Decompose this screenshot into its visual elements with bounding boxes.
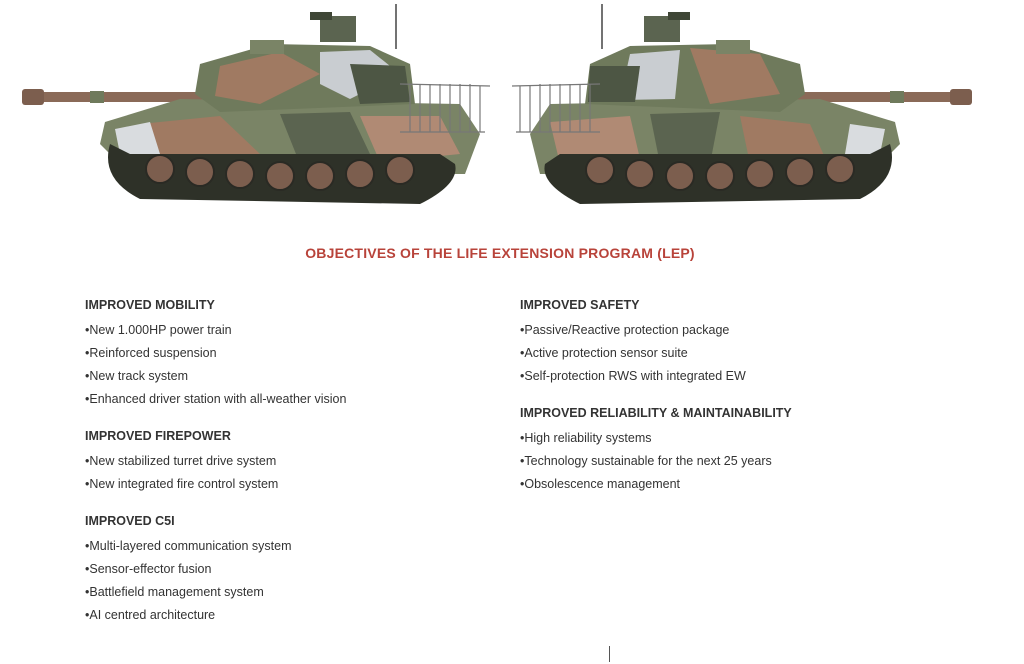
section-heading: IMPROVED RELIABILITY & MAINTAINABILITY (520, 406, 792, 420)
list-item: •Reinforced suspension (85, 346, 217, 360)
list-item: •Multi-layered communication system (85, 539, 292, 553)
bullet-list (520, 319, 940, 388)
list-item: •Sensor-effector fusion (85, 562, 212, 576)
list-item: •Active protection sensor suite (520, 346, 688, 360)
section-heading: IMPROVED FIREPOWER (85, 429, 231, 443)
list-item: •Obsolescence management (520, 477, 681, 491)
list-item: •Self-protection RWS with integrated EW (520, 369, 746, 383)
list-item: •New stabilized turret drive system (85, 454, 277, 468)
list-item: •New 1.000HP power train (85, 323, 232, 337)
list-item: •Battlefield management system (85, 585, 264, 599)
bullet-list (520, 427, 940, 496)
section-heading: IMPROVED SAFETY (520, 298, 640, 312)
bullet-list (85, 319, 485, 411)
list-item: •High reliability systems (520, 431, 652, 445)
section-firepower (85, 427, 485, 496)
list-item: •New integrated fire control system (85, 477, 279, 491)
tank-image-left (20, 4, 490, 210)
tank-images (0, 0, 1024, 220)
tank-image-right (510, 4, 980, 210)
list-item: •Passive/Reactive protection package (520, 323, 730, 337)
list-item: •New track system (85, 369, 189, 383)
text-cursor (609, 646, 610, 662)
bullet-list (85, 450, 485, 496)
section-reliability (520, 404, 940, 496)
list-item: •Technology sustainable for the next 25 years (520, 454, 772, 468)
objectives-right-column (520, 296, 940, 496)
list-item: •AI centred architecture (85, 608, 216, 622)
bullet-list (85, 535, 485, 627)
section-safety (520, 296, 940, 388)
section-heading: IMPROVED C5I (85, 514, 175, 528)
list-item: •Enhanced driver station with all-weather vision (85, 392, 347, 406)
section-mobility (85, 296, 485, 411)
objectives-left-column (85, 296, 485, 627)
section-heading: IMPROVED MOBILITY (85, 298, 215, 312)
page-title: OBJECTIVES OF THE LIFE EXTENSION PROGRAM (LEP) (305, 245, 695, 261)
section-c5i (85, 512, 485, 627)
